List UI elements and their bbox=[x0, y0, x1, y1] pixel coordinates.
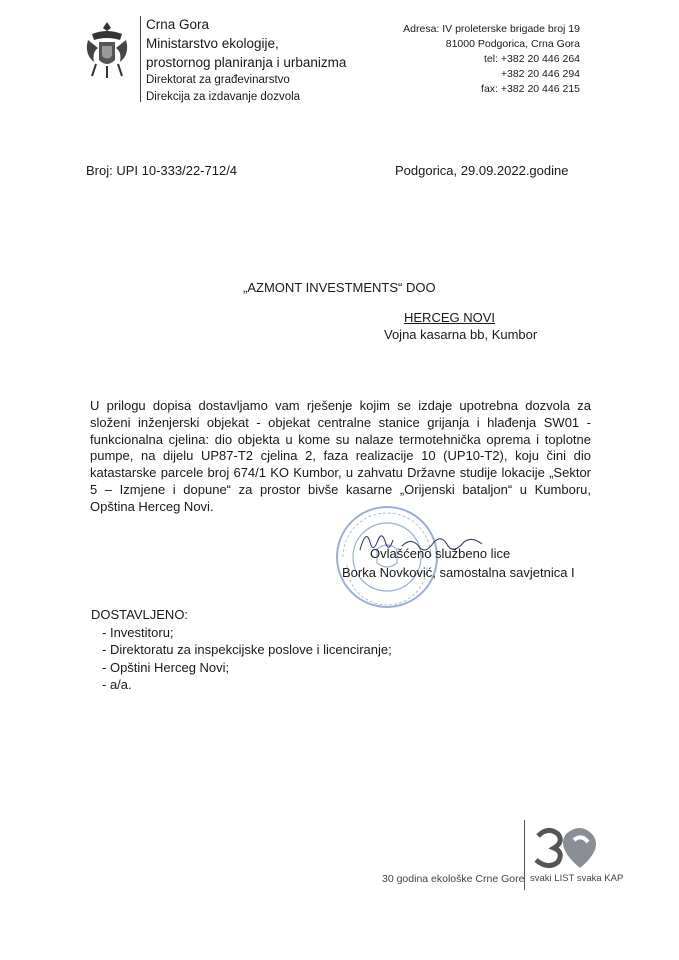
delivery-heading: DOSTAVLJENO: bbox=[91, 607, 189, 622]
body-paragraph: U prilogu dopisa dostavljamo vam rješenje kojim se izdaje upotrebna dozvola za složeni inženjerski objekat - objekat centralne stanice grijanja i hlađenja SW01 - funkcionalna cjelina: dio objekta u kome su nalaze termotehnička oprema i toplotne pumpe, na dijelu UP87-T2 cjelina 2, faza realizacije 10 (UP10-T2), koju čini dio katastarske parcele broj 674/1 KO Kumbor, u zahvatu Državne studije lokacije „Sektor 5 – Izmjene i dopune“ za prostor bivše kasarne „Orijenski bataljon“ u Kumboru, Opština Herceg Novi. bbox=[90, 398, 591, 514]
phone-line: tel: +382 20 446 264 bbox=[483, 53, 580, 65]
recipient-city: HERCEG NOVI bbox=[404, 310, 496, 325]
header-divider bbox=[140, 16, 141, 102]
fax-line: fax: +382 20 446 215 bbox=[481, 83, 580, 95]
organization-header bbox=[146, 15, 346, 106]
recipient-address: Vojna kasarna bb, Kumbor bbox=[384, 327, 538, 342]
list-item: - a/a. bbox=[102, 676, 392, 694]
org-line: Ministarstvo ekologije, bbox=[146, 36, 279, 51]
signatory-name: Borka Novković, samostalna savjetnica I bbox=[342, 565, 575, 580]
eco-30-logo-icon bbox=[530, 822, 610, 872]
contact-block bbox=[403, 22, 580, 97]
recipient-company: „AZMONT INVESTMENTS“ DOO bbox=[243, 280, 436, 295]
reference-number: Broj: UPI 10-333/22-712/4 bbox=[86, 163, 238, 178]
dept-line: Direktorat za građevinarstvo bbox=[146, 74, 290, 86]
coat-of-arms-icon bbox=[82, 18, 132, 84]
document-date: Podgorica, 29.09.2022.godine bbox=[395, 163, 569, 178]
address-line: 81000 Podgorica, Crna Gora bbox=[445, 38, 580, 50]
address-line: Adresa: IV proleterske brigade broj 19 bbox=[403, 23, 580, 35]
delivery-list bbox=[91, 606, 392, 694]
signatory-title: Ovlašćeno službeno lice bbox=[370, 546, 511, 561]
list-item: - Direktoratu za inspekcijske poslove i licenciranje; bbox=[102, 641, 392, 659]
footer-slogan: 30 godina ekološke Crne Gore bbox=[382, 873, 525, 885]
org-line: prostornog planiranja i urbanizma bbox=[146, 55, 347, 70]
phone-line: +382 20 446 294 bbox=[500, 68, 580, 80]
dept-line: Direkcija za izdavanje dozvola bbox=[146, 91, 301, 103]
list-item: - Investitoru; bbox=[102, 624, 392, 642]
org-line: Crna Gora bbox=[146, 17, 210, 32]
list-item: - Opštini Herceg Novi; bbox=[102, 659, 392, 677]
footer-tagline: svaki LIST svaka KAP bbox=[530, 873, 624, 884]
